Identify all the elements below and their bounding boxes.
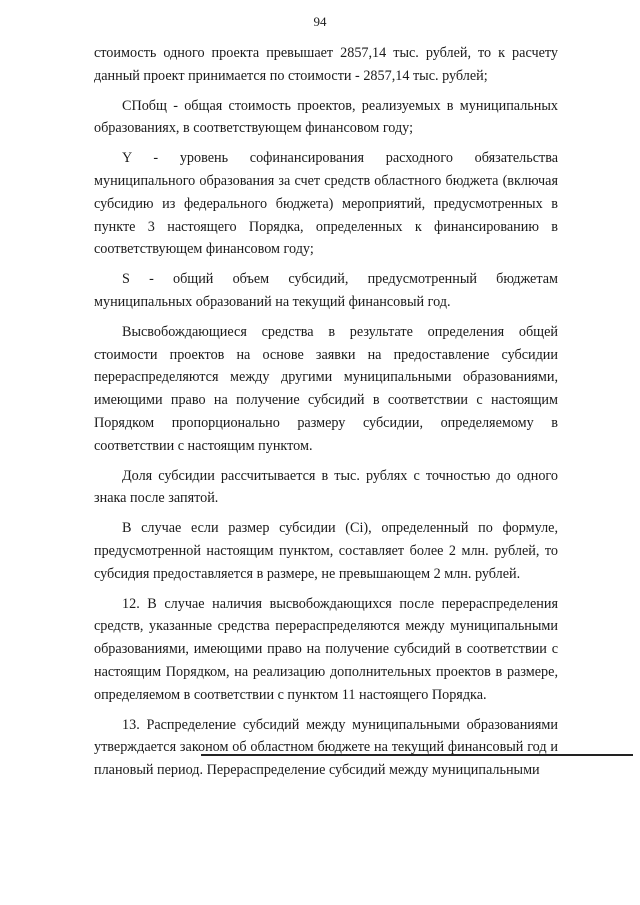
paragraph-total-project-cost: СПобщ - общая стоимость проектов, реализуемых в муниципальных образованиях, в соответствующем финансовом году; [94,97,558,137]
page-number: 94 [313,14,327,29]
paragraph-cofinancing-level: Y - уровень софинансирования расходного обязательства муниципального образования за счет средств областного бюджета (включая субсидию из федерального бюджета) мероприятий, предусмотренных в пункте 3 настоящего Порядка, определенных к финансированию в соответствующем финансовом году; [94,150,558,258]
paragraph-subsidy-cap: В случае если размер субсидии (Ci), определенный по формуле, предусмотренной настоящим пунктом, составляет более 2 млн. рублей, то субсидия предоставляется в размере, не превышающем 2 млн. рублей. [94,520,558,582]
paragraph-subsidy-share-precision: Доля субсидии рассчитывается в тыс. рублях с точностью до одного знака после запятой. [94,467,558,507]
paragraph-released-funds: Высвобождающиеся средства в результате определения общей стоимости проектов на основе заявки на предоставление субсидии перераспределяются между другими муниципальными образованиями, имеющими право на получение субсидий в соответствии с настоящим Порядком пропорционально размеру субсидии, определяемому в соответствии с настоящим пунктом. [94,323,558,454]
footer-divider-line [201,754,633,756]
paragraph-cost-continuation: стоимость одного проекта превышает 2857,14 тыс. рублей, то к расчету данный проект принимается по стоимости - 2857,14 тыс. рублей; [94,45,558,84]
paragraph-section-12: 12. В случае наличия высвобождающихся после перераспределения средств, указанные средства перераспределяются между муниципальными образованиями, имеющими право на получение субсидий в соответствии с настоящим Порядком, на реализацию дополнительных проектов в размере, определяемом в соответствии с пунктом 11 настоящего Порядка. [94,595,558,703]
paragraph-total-subsidy-volume: S - общий объем субсидий, предусмотренный бюджетам муниципальных образований на текущий финансовый год. [94,271,558,310]
document-body [94,42,558,782]
paragraph-section-13: 13. Распределение субсидий между муниципальными образованиями утверждается законом об областном бюджете на текущий финансовый год и плановый период. Перераспределение субсидий между муниципальными [94,716,558,779]
